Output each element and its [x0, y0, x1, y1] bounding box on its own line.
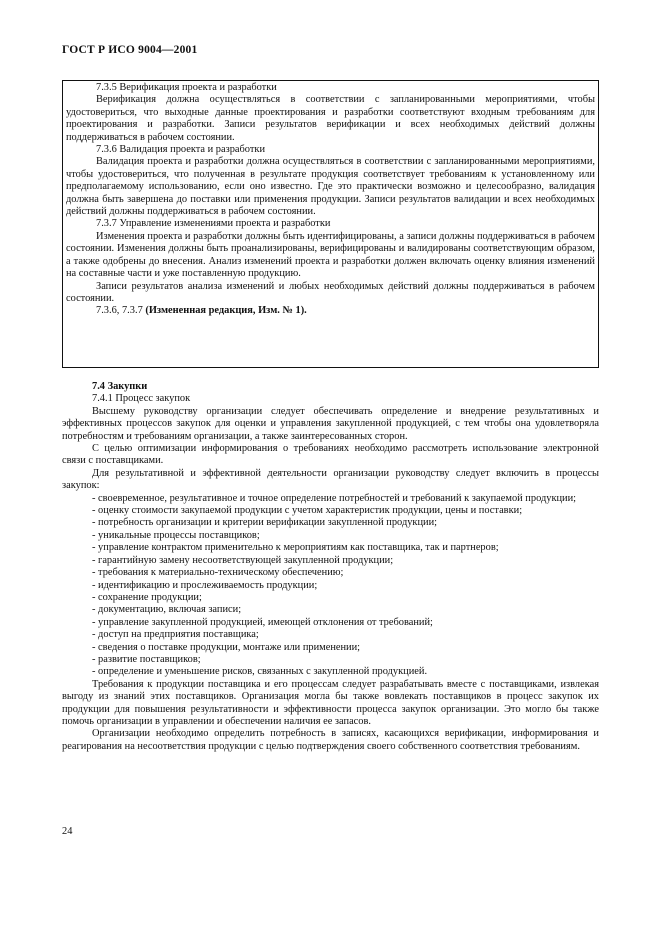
list-item: - требования к материально-техническому обеспечению; — [92, 567, 344, 579]
paragraph-4: Требования к продукции поставщика и его процессам следует разрабатывать вместе с поставщиками, извлекая выгоду из знаний этих поставщиков. Организация могла бы также вовлекать поставщиков в процесс закупок их продукции для повышения результативности и эффективности процесса закупок организации. Это могло бы также помочь организации в управлении и обеспечении наличия ее запасов. — [62, 678, 599, 727]
list-item: - сохранение продукции; — [92, 591, 202, 603]
page-number: 24 — [62, 826, 73, 837]
amended-section-box — [62, 80, 599, 368]
section-7-3-5-text: Верификация должна осуществляться в соответствии с запланированными мероприятиями, чтобы удостовериться, что выходные данные проектирования и разработки соответствуют входным требованиям для проектирования и разработки. Записи результатов верификации и всех необходимых действий должны поддерживаться в рабочем состоянии. — [66, 94, 595, 143]
list-item: - определение и уменьшение рисков, связанных с закупленной продукцией. — [92, 666, 428, 678]
document-header: ГОСТ Р ИСО 9004—2001 — [62, 44, 198, 56]
list-item: - доступ на предприятия поставщика; — [92, 629, 259, 641]
paragraph-3: Для результативной и эффективной деятельности организации руководству следует включить в процессы закупок: — [62, 467, 599, 492]
section-7-3-7-title: 7.3.7 Управление изменениями проекта и разработки — [96, 218, 331, 230]
edition-note-sections: 7.3.6, 7.3.7 — [96, 305, 143, 317]
list-item: - идентификацию и прослеживаемость продукции; — [92, 579, 318, 591]
paragraph-5: Организации необходимо определить потребность в записях, касающихся верификации, информирования и реагирования на несоответствия продукции с целью подтверждения своего собственного соответствия требованиям. — [62, 728, 599, 752]
section-7-3-7-records: Записи результатов анализа изменений и любых необходимых действий должны поддерживаться в рабочем состоянии. — [66, 280, 595, 304]
section-7-3-7-text: Изменения проекта и разработки должны быть идентифицированы, а записи должны поддерживаться в рабочем состоянии. Изменения должны быть проанализированы, верифицированы и валидированы соответствующим образом, а также одобрены до внесения. Анализ изменений проекта и разработки должен включать оценку влияния изменений на составные части и уже поставленную продукцию. — [66, 230, 595, 280]
list-item: - документацию, включая записи; — [92, 604, 242, 616]
list-item: - управление контрактом применительно к мероприятиям как поставщика, так и партнеров; — [92, 542, 499, 554]
list-item: - сведения о поставке продукции, монтаже или применении; — [92, 641, 361, 653]
list-item: - управление закупленной продукцией, имеющей отклонения от требований; — [92, 616, 433, 628]
section-7-4-1-title: 7.4.1 Процесс закупок — [92, 393, 191, 405]
list-item: - своевременное, результативное и точное определение потребностей и требований к закупаемой продукции; — [92, 492, 577, 504]
edition-note — [66, 305, 595, 317]
list-item: - гарантийную замену несоответствующей закупленной продукции; — [92, 554, 394, 566]
list-item: - уникальные процессы поставщиков; — [92, 529, 260, 541]
main-content — [62, 381, 599, 753]
list-item: - оценку стоимости закупаемой продукции с учетом характеристик продукции, цены и поставки; — [92, 505, 523, 517]
section-7-3-6-title: 7.3.6 Валидация проекта и разработки — [96, 144, 266, 156]
section-7-3-6-text: Валидация проекта и разработки должна осуществляться в соответствии с запланированными мероприятиями, чтобы удостовериться, что полученная в результате продукция соответствует требованиям к установленному или предполагаемому использованию, если оно известно. Где это практически возможно и целесообразно, валидация должна быть завершена до поставки или применения продукции. Записи результатов валидации и всех необходимых действий должны поддерживаться в рабочем состоянии. — [66, 156, 595, 218]
list-item: - потребность организации и критерии верификации закупленной продукции; — [92, 517, 438, 529]
list-item: - развитие поставщиков; — [92, 653, 201, 665]
paragraph-1: Высшему руководству организации следует обеспечивать определение и внедрение результативных и эффективных процессов закупок для оценки и управления закупленной продукцией, с тем чтобы она удовлетворяла потребностям и требованиям организации, а также заинтересованных сторон. — [62, 405, 599, 442]
paragraph-2: С целью оптимизации информирования о требованиях необходимо рассмотреть использование электронной связи с поставщиками. — [62, 443, 599, 467]
section-7-4-title: 7.4 Закупки — [92, 381, 148, 392]
section-7-3-5-title: 7.3.5 Верификация проекта и разработки — [96, 82, 277, 93]
procurement-list — [62, 493, 599, 679]
edition-note-label: (Измененная редакция, Изм. № 1). — [145, 305, 307, 317]
